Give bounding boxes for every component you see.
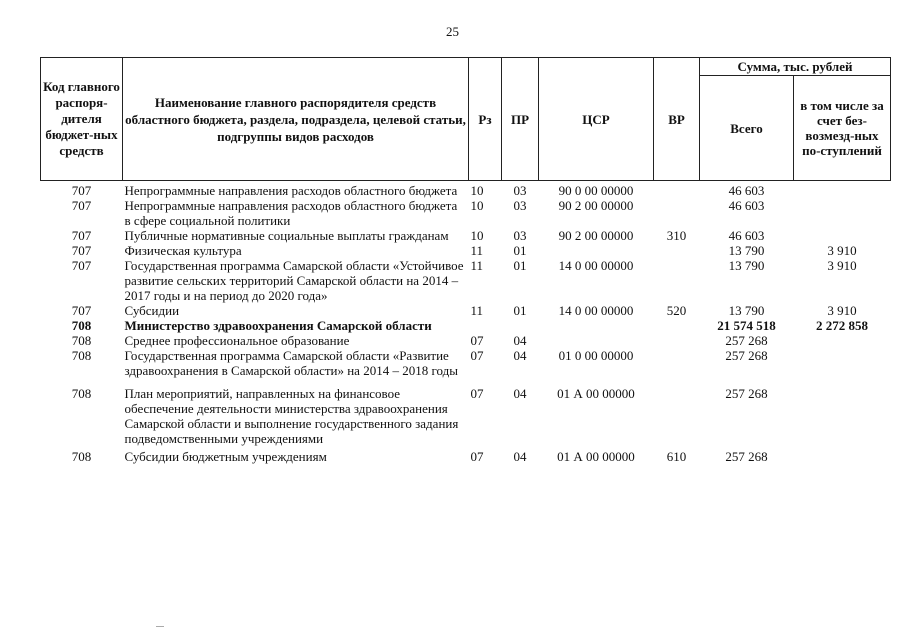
table-row [41,198,891,228]
cell-code: 707 [71,243,92,258]
cell-csr: 01 0 00 00000 [558,348,634,363]
cell-code: 707 [71,258,92,273]
header-free: в том числе за счет без-возмезд-ных по-ступлений [794,76,891,181]
cell-vr [654,378,700,446]
cell-pr: 03 [513,198,527,213]
cell-free [794,181,891,199]
budget-table [40,57,891,464]
cell-pr: 01 [513,258,527,273]
cell-vr: 310 [666,228,687,243]
cell-csr: 14 0 00 00000 [558,303,634,318]
cell-rz: 07 [470,386,484,401]
cell-code: 708 [71,348,92,363]
cell-total: 13 790 [728,258,765,273]
cell-rz: 11 [470,303,484,318]
cell-name: Непрограммные направления расходов областного бюджета в сфере социальной политики [124,198,458,228]
cell-name: Публичные нормативные социальные выплаты гражданам [124,228,449,243]
table-row [41,181,891,199]
table-row [41,348,891,378]
cell-code: 708 [71,449,92,464]
table-row [41,303,891,318]
cell-total: 46 603 [728,198,765,213]
cell-name: Субсидии бюджетным учреждениям [124,449,327,464]
cell-pr: 01 [513,303,527,318]
cell-vr [654,348,700,378]
table-body [41,181,891,465]
cell-csr: 01 А 00 00000 [557,386,635,401]
header-vr: ВР [654,58,700,181]
table-row [41,243,891,258]
cell-free [794,228,891,243]
table-row [41,378,891,446]
cell-pr [502,318,539,333]
cell-name: Государственная программа Самарской области «Устойчивое развитие сельских территорий Самарской области на 2014 – 2017 годы и на период до 2020 года» [124,258,464,303]
cell-vr: 520 [666,303,687,318]
header-total: Всего [700,76,794,181]
cell-pr: 04 [513,386,527,401]
cell-code: 708 [71,333,92,348]
cell-total: 257 268 [725,386,768,401]
header-sum: Сумма, тыс. рублей [700,58,891,76]
cell-code: 707 [71,303,92,318]
cell-csr [539,333,654,348]
header-pr: ПР [502,58,539,181]
cell-rz: 07 [470,348,484,363]
cell-name: План мероприятий, направленных на финансовое обеспечение деятельности министерства здравоохранения Самарской области и выполнение государственного задания подведомственными учреждениями [124,386,459,446]
cell-vr [654,181,700,199]
cell-free: 3 910 [827,243,857,258]
cell-csr [539,318,654,333]
cell-code: 707 [71,183,92,198]
cell-total: 257 268 [725,449,768,464]
cell-total: 257 268 [725,348,768,363]
cell-vr [654,333,700,348]
cell-rz [469,318,502,333]
cell-rz: 10 [470,228,484,243]
cell-name: Государственная программа Самарской области «Развитие здравоохранения в Самарской области» на 2014 – 2018 годы [124,348,458,378]
cell-free: 2 272 858 [816,318,868,333]
table-header [41,58,891,181]
cell-name: Физическая культура [124,243,242,258]
table-row [41,258,891,303]
table-row [41,446,891,464]
cell-vr [654,318,700,333]
cell-csr [539,243,654,258]
cell-pr: 03 [513,228,527,243]
cell-csr: 90 0 00 00000 [558,183,634,198]
cell-vr [654,198,700,228]
cell-rz: 07 [470,449,484,464]
cell-total: 13 790 [728,243,765,258]
cell-pr: 03 [513,183,527,198]
cell-csr: 90 2 00 00000 [558,228,634,243]
cell-rz: 11 [470,243,484,258]
cell-free [794,333,891,348]
cell-free: 3 910 [827,258,857,273]
cell-pr: 04 [513,333,527,348]
cell-pr: 04 [513,348,527,363]
cell-name: Субсидии [124,303,180,318]
cell-csr: 01 А 00 00000 [557,449,635,464]
cell-pr: 04 [513,449,527,464]
cell-free [794,378,891,446]
table-row [41,318,891,333]
cell-total: 13 790 [728,303,765,318]
cell-code: 708 [71,318,92,333]
page-number: 25 [446,24,459,39]
cell-free [794,446,891,464]
cell-total: 21 574 518 [717,318,776,333]
cell-csr: 90 2 00 00000 [558,198,634,213]
table-row [41,228,891,243]
cell-pr: 01 [513,243,527,258]
cell-name: Среднее профессиональное образование [124,333,350,348]
cell-vr [654,258,700,303]
header-rz: Рз [469,58,502,181]
cell-name: Министерство здравоохранения Самарской области [124,318,432,333]
cell-free [794,348,891,378]
cell-csr: 14 0 00 00000 [558,258,634,273]
cell-vr: 610 [666,449,687,464]
scan-mark [156,626,164,627]
cell-rz: 07 [470,333,484,348]
cell-total: 46 603 [728,228,765,243]
header-csr: ЦСР [539,58,654,181]
cell-code: 707 [71,228,92,243]
cell-code: 707 [71,198,92,213]
header-name: Наименование главного распорядителя средств областного бюджета, раздела, подраздела, целевой статьи, подгруппы видов расходов [123,58,469,181]
header-code: Код главного распоря-дителя бюджет-ных средств [41,58,123,181]
table-row [41,333,891,348]
cell-name: Непрограммные направления расходов областного бюджета [124,183,458,198]
cell-free: 3 910 [827,303,857,318]
cell-total: 46 603 [728,183,765,198]
cell-vr [654,243,700,258]
cell-rz: 10 [470,198,484,213]
cell-free [794,198,891,228]
cell-rz: 10 [470,183,484,198]
cell-rz: 11 [470,258,484,273]
cell-code: 708 [71,386,92,401]
cell-total: 257 268 [725,333,768,348]
